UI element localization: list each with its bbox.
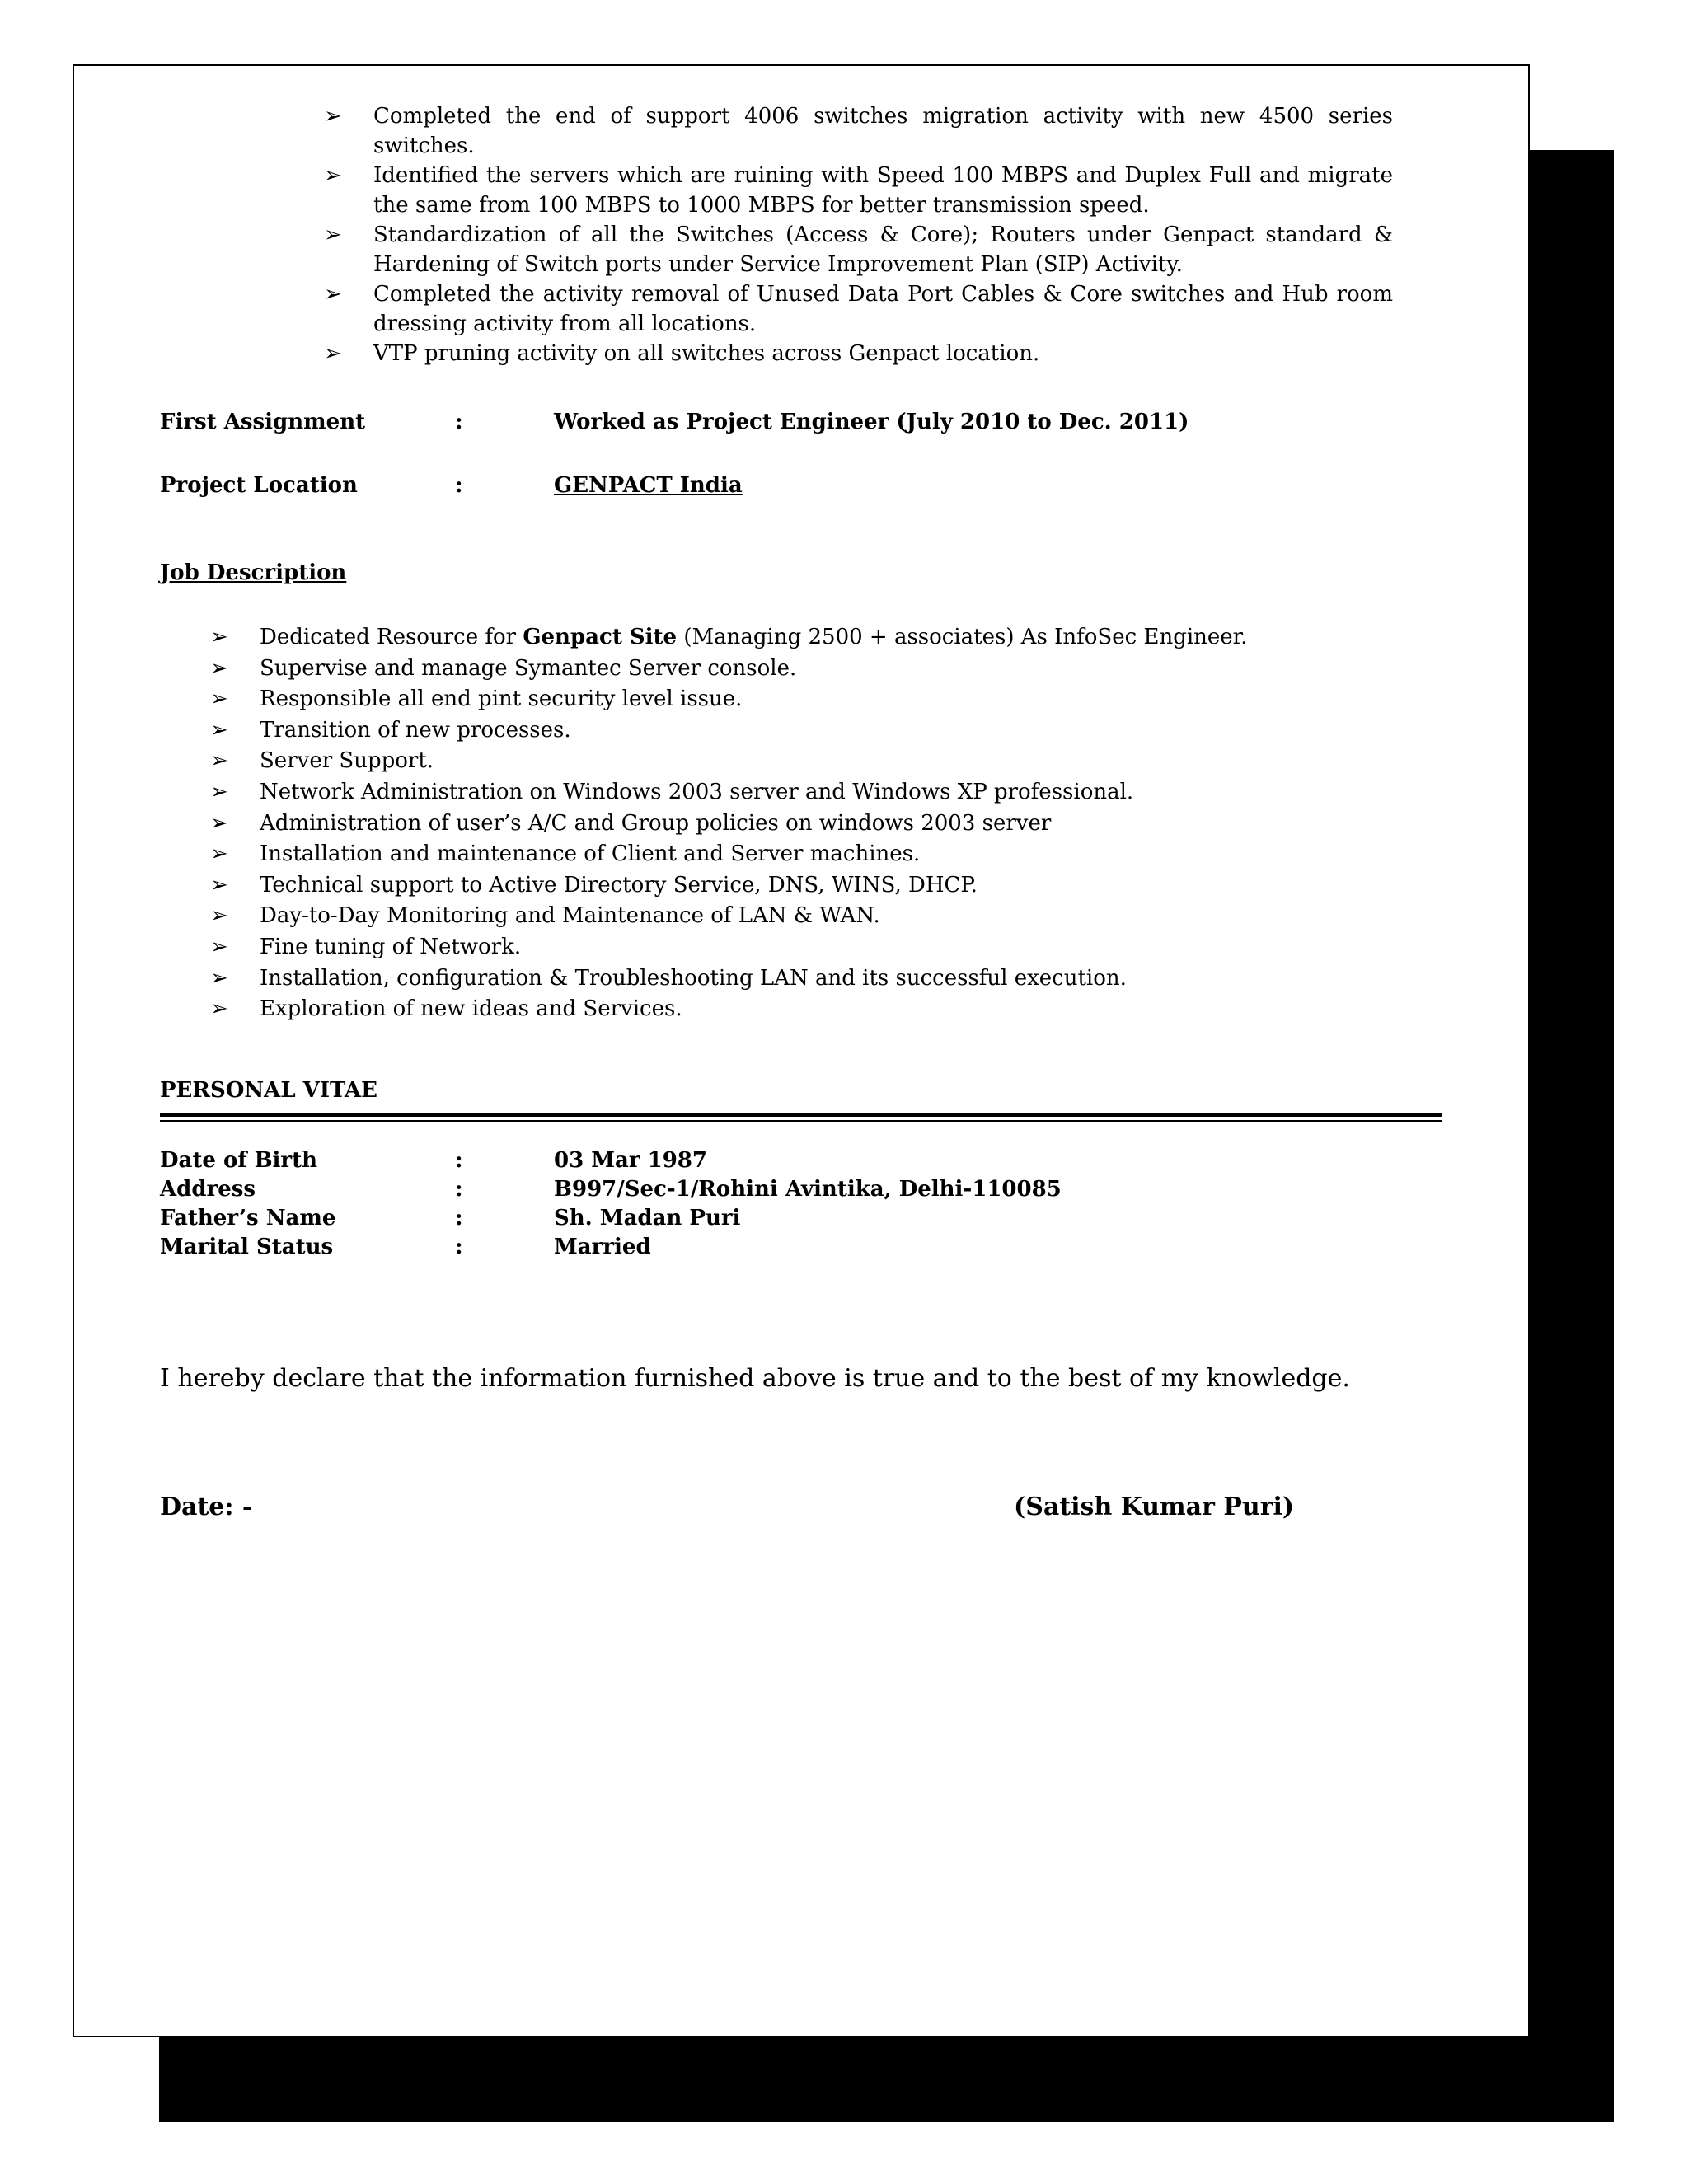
location-colon: : [455,473,463,498]
arrow-bullet-icon: ➢ [210,841,228,867]
dob-value: 03 Mar 1987 [554,1148,707,1173]
assignment-colon: : [455,410,463,434]
list-item: ➢ Exploration of new ideas and Services. [210,994,1282,1025]
arrow-bullet-icon: ➢ [324,163,342,188]
arrow-bullet-icon: ➢ [210,625,228,649]
arrow-bullet-icon: ➢ [324,341,342,366]
list-item: ➢ Day-to-Day Monitoring and Maintenance of LAN & WAN. [210,901,1282,932]
marital-status-label: Marital Status [160,1235,334,1259]
list-item: ➢ Completed the activity removal of Unused Data Port Cables & Core switches and Hub room dressing activity from all locations. [324,279,1393,339]
list-item: ➢ Identified the servers which are ruining with Speed 100 MBPS and Duplex Full and migrate the same from 100 MBPS to 1000 MBPS for better transmission speed. [324,161,1393,220]
personal-vitae-heading: PERSONAL VITAE [160,1078,377,1103]
father-name-value: Sh. Madan Puri [554,1206,741,1230]
address-label: Address [160,1177,256,1202]
list-item: ➢ Completed the end of support 4006 switches migration activity with new 4500 series switches. [324,101,1393,161]
arrow-bullet-icon: ➢ [210,996,228,1022]
date-label: Date: - [160,1493,253,1521]
list-item: ➢ Responsible all end pint security level issue. [210,684,1282,715]
father-name-label: Father’s Name [160,1206,336,1230]
list-item: ➢ Installation, configuration & Troubleshooting LAN and its successful execution. [210,963,1282,995]
arrow-bullet-icon: ➢ [324,104,342,129]
list-item: ➢ Standardization of all the Switches (Access & Core); Routers under Genpact standard & Hardening of Switch ports under Service Improvement Plan (SIP) Activity. [324,220,1393,279]
marital-status-value: Married [554,1235,651,1259]
marital-status-colon: : [455,1235,463,1259]
section-divider [160,1120,1442,1122]
list-item: ➢ Network Administration on Windows 2003 server and Windows XP professional. [210,777,1282,808]
resume-page [73,64,1530,2037]
arrow-bullet-icon: ➢ [210,872,228,898]
arrow-bullet-icon: ➢ [210,655,228,681]
arrow-bullet-icon: ➢ [324,223,342,247]
arrow-bullet-icon: ➢ [210,687,228,712]
address-colon: : [455,1177,463,1202]
arrow-bullet-icon: ➢ [324,282,342,307]
assignment-label: First Assignment [160,410,366,434]
arrow-bullet-icon: ➢ [210,965,228,991]
section-divider [160,1113,1442,1117]
declaration-text: I hereby declare that the information furnished above is true and to the best of my knowledge. [160,1364,1350,1393]
list-item: ➢ Dedicated Resource for Genpact Site (Managing 2500 + associates) As InfoSec Engineer. [210,622,1282,654]
job-bullet-list [210,622,1282,1025]
dob-colon: : [455,1148,463,1173]
address-value: B997/Sec-1/Rohini Avintika, Delhi-110085 [554,1177,1062,1202]
job-description-heading: Job Description [160,560,347,585]
arrow-bullet-icon: ➢ [210,903,228,929]
list-item: ➢ Administration of user’s A/C and Group policies on windows 2003 server [210,808,1282,840]
list-item: ➢ Transition of new processes. [210,715,1282,747]
list-item: ➢ Supervise and manage Symantec Server console. [210,654,1282,685]
location-label: Project Location [160,473,358,498]
top-bullet-list [324,101,1393,368]
list-item: ➢ Fine tuning of Network. [210,932,1282,963]
father-name-colon: : [455,1206,463,1230]
arrow-bullet-icon: ➢ [210,810,228,836]
location-value: GENPACT India [554,473,743,498]
list-item: ➢ Technical support to Active Directory Service, DNS, WINS, DHCP. [210,870,1282,902]
list-item: ➢ VTP pruning activity on all switches across Genpact location. [324,339,1393,368]
signature-name: (Satish Kumar Puri) [1014,1493,1295,1521]
assignment-value: Worked as Project Engineer (July 2010 to Dec. 2011) [554,410,1189,434]
list-item: ➢ Installation and maintenance of Client and Server machines. [210,839,1282,870]
list-item: ➢ Server Support. [210,746,1282,777]
dob-label: Date of Birth [160,1148,318,1173]
arrow-bullet-icon: ➢ [210,717,228,743]
arrow-bullet-icon: ➢ [210,748,228,774]
arrow-bullet-icon: ➢ [210,779,228,804]
arrow-bullet-icon: ➢ [210,934,228,959]
